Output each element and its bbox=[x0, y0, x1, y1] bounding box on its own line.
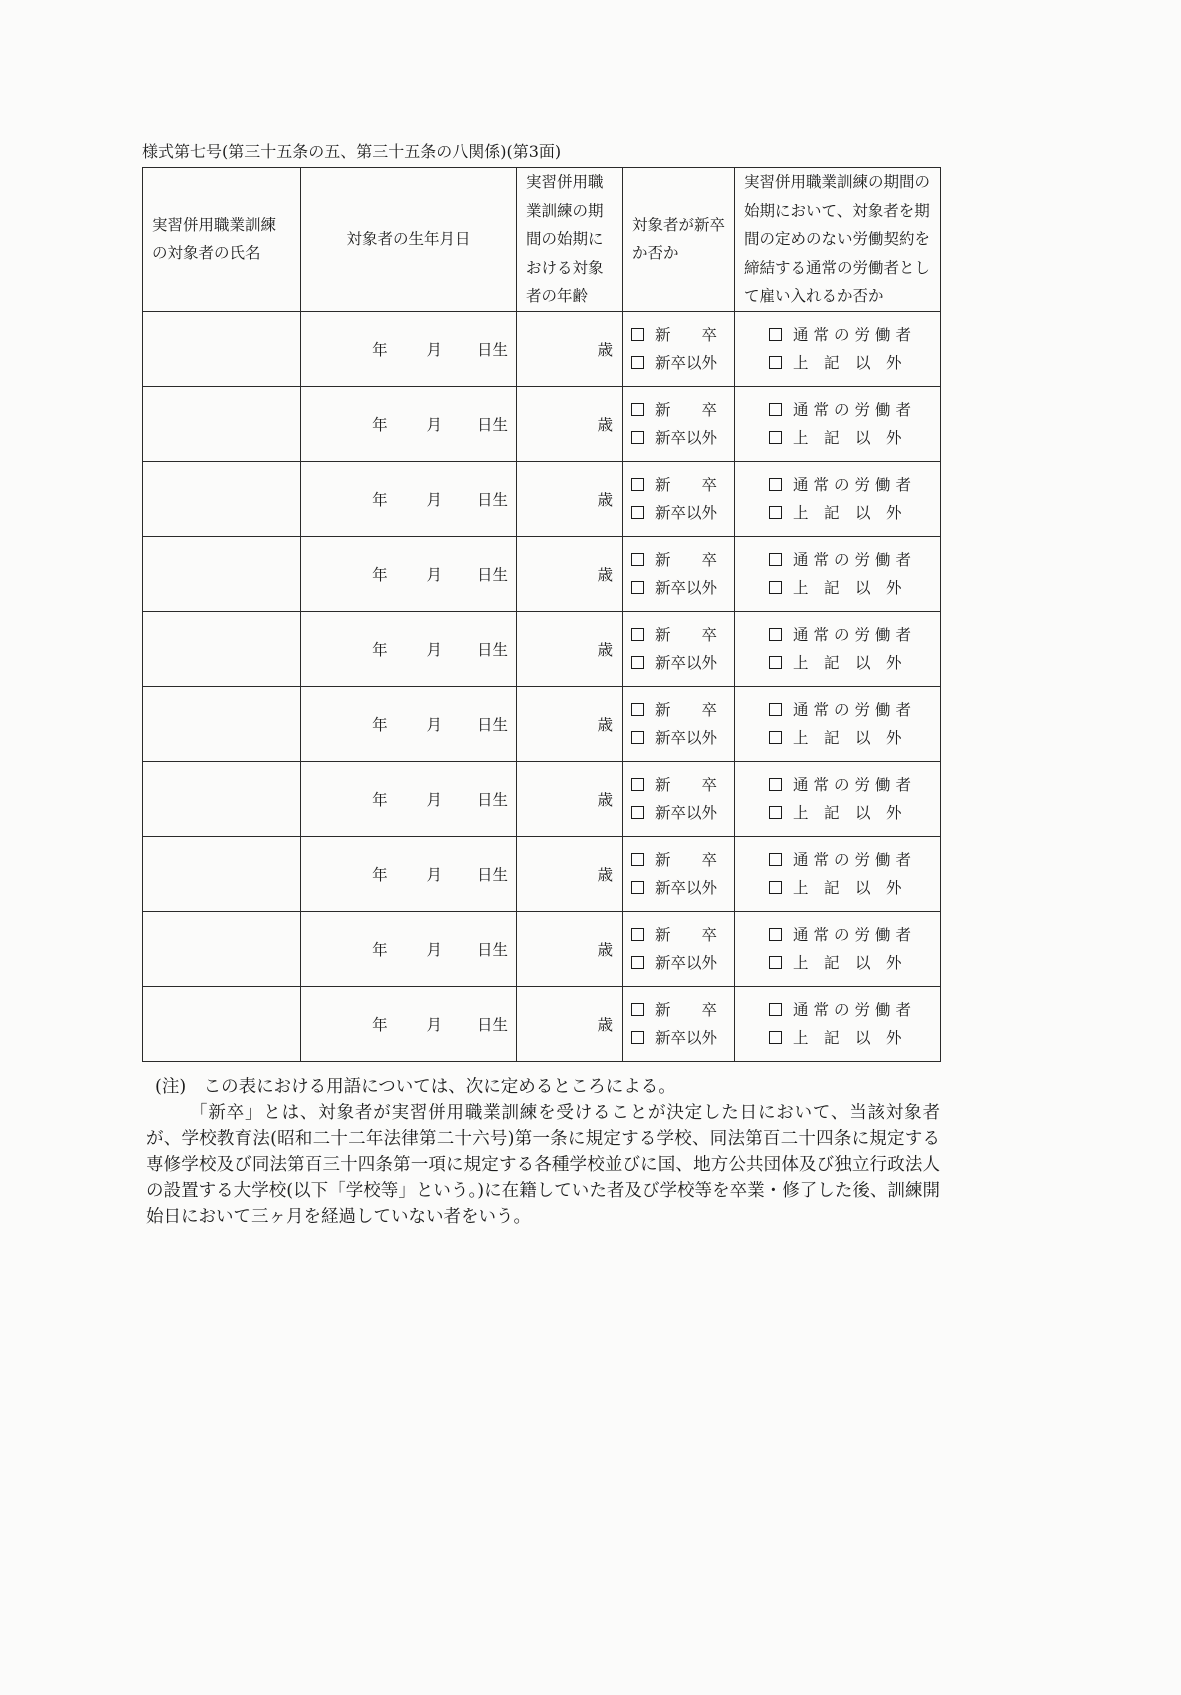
newgrad-option-label: 新 卒 bbox=[655, 475, 718, 494]
checkbox-icon[interactable] bbox=[631, 328, 644, 341]
training-table bbox=[142, 167, 941, 1062]
trainee-name-cell[interactable] bbox=[143, 386, 301, 461]
year-label: 年 bbox=[372, 340, 388, 359]
year-label: 年 bbox=[372, 715, 388, 734]
non-newgrad-option-label: 新卒以外 bbox=[655, 653, 718, 672]
newgrad-option[interactable] bbox=[631, 996, 734, 1024]
other-than-above-option[interactable] bbox=[769, 724, 940, 752]
table-row bbox=[143, 836, 941, 911]
non-newgrad-option-label: 新卒以外 bbox=[655, 953, 718, 972]
hire-type-cell bbox=[735, 611, 941, 686]
newgrad-cell bbox=[623, 761, 735, 836]
checkbox-icon[interactable] bbox=[769, 1003, 782, 1016]
newgrad-option-label: 新 卒 bbox=[655, 550, 718, 569]
hire-type-cell bbox=[735, 986, 941, 1061]
checkbox-icon[interactable] bbox=[631, 1031, 644, 1044]
birthdate-cell[interactable] bbox=[301, 986, 517, 1061]
header-newgrad-or-not: 対象者が新卒か否か bbox=[623, 168, 735, 312]
regular-worker-option-label: 通常の労働者 bbox=[793, 775, 917, 794]
birthdate-cell[interactable] bbox=[301, 311, 517, 386]
header-trainee-name: 実習併用職業訓練の対象者の氏名 bbox=[143, 168, 301, 312]
checkbox-icon[interactable] bbox=[631, 506, 644, 519]
day-born-label: 日生 bbox=[476, 940, 508, 959]
regular-worker-option-label: 通常の労働者 bbox=[793, 550, 917, 569]
month-label: 月 bbox=[426, 865, 443, 884]
year-label: 年 bbox=[372, 940, 388, 959]
non-newgrad-option-label: 新卒以外 bbox=[655, 728, 718, 747]
checkbox-icon[interactable] bbox=[631, 403, 644, 416]
birthdate-cell[interactable] bbox=[301, 761, 517, 836]
newgrad-option-label: 新 卒 bbox=[655, 400, 718, 419]
other-than-above-option[interactable] bbox=[769, 349, 940, 377]
table-row bbox=[143, 761, 941, 836]
newgrad-cell bbox=[623, 911, 735, 986]
checkbox-icon[interactable] bbox=[769, 656, 782, 669]
month-label: 月 bbox=[426, 490, 443, 509]
newgrad-option[interactable] bbox=[631, 471, 734, 499]
newgrad-cell bbox=[623, 836, 735, 911]
table-row bbox=[143, 911, 941, 986]
checkbox-icon[interactable] bbox=[769, 328, 782, 341]
table-row bbox=[143, 386, 941, 461]
other-than-above-option-label: 上 記 以 外 bbox=[793, 503, 902, 522]
trainee-name-cell[interactable] bbox=[143, 686, 301, 761]
newgrad-cell bbox=[623, 386, 735, 461]
age-unit-label: 歳 bbox=[597, 790, 613, 809]
hire-type-cell bbox=[735, 386, 941, 461]
regular-worker-option-label: 通常の労働者 bbox=[793, 700, 917, 719]
hire-type-cell bbox=[735, 761, 941, 836]
trainee-name-cell[interactable] bbox=[143, 536, 301, 611]
newgrad-cell bbox=[623, 986, 735, 1061]
table-row bbox=[143, 536, 941, 611]
header-row bbox=[143, 168, 941, 312]
regular-worker-option[interactable] bbox=[769, 771, 940, 799]
hire-type-cell bbox=[735, 536, 941, 611]
non-newgrad-option[interactable] bbox=[631, 799, 734, 827]
checkbox-icon[interactable] bbox=[631, 731, 644, 744]
newgrad-option-label: 新 卒 bbox=[655, 325, 718, 344]
checkbox-icon[interactable] bbox=[769, 431, 782, 444]
table-row bbox=[143, 461, 941, 536]
trainee-name-cell[interactable] bbox=[143, 911, 301, 986]
birthdate-cell[interactable] bbox=[301, 536, 517, 611]
age-cell[interactable] bbox=[517, 536, 623, 611]
checkbox-icon[interactable] bbox=[631, 881, 644, 894]
checkbox-icon[interactable] bbox=[769, 581, 782, 594]
checkbox-icon[interactable] bbox=[769, 731, 782, 744]
other-than-above-option-label: 上 記 以 外 bbox=[793, 353, 902, 372]
non-newgrad-option-label: 新卒以外 bbox=[655, 428, 718, 447]
checkbox-icon[interactable] bbox=[769, 881, 782, 894]
other-than-above-option[interactable] bbox=[769, 874, 940, 902]
birthdate-cell[interactable] bbox=[301, 911, 517, 986]
checkbox-icon[interactable] bbox=[631, 778, 644, 791]
birthdate-cell[interactable] bbox=[301, 686, 517, 761]
checkbox-icon[interactable] bbox=[631, 703, 644, 716]
month-label: 月 bbox=[426, 640, 443, 659]
age-cell[interactable] bbox=[517, 761, 623, 836]
age-cell[interactable] bbox=[517, 986, 623, 1061]
regular-worker-option[interactable] bbox=[769, 696, 940, 724]
newgrad-option-label: 新 卒 bbox=[655, 1000, 718, 1019]
age-cell[interactable] bbox=[517, 911, 623, 986]
other-than-above-option-label: 上 記 以 外 bbox=[793, 653, 902, 672]
non-newgrad-option-label: 新卒以外 bbox=[655, 803, 718, 822]
month-label: 月 bbox=[426, 1015, 443, 1034]
checkbox-icon[interactable] bbox=[631, 553, 644, 566]
header-age-at-start: 実習併用職業訓練の期間の始期における対象者の年齢 bbox=[517, 168, 623, 312]
day-born-label: 日生 bbox=[476, 1015, 508, 1034]
newgrad-option[interactable] bbox=[631, 771, 734, 799]
header-birthdate: 対象者の生年月日 bbox=[301, 168, 517, 312]
non-newgrad-option[interactable] bbox=[631, 649, 734, 677]
other-than-above-option[interactable] bbox=[769, 1024, 940, 1052]
regular-worker-option[interactable] bbox=[769, 471, 940, 499]
year-label: 年 bbox=[372, 1015, 388, 1034]
non-newgrad-option[interactable] bbox=[631, 574, 734, 602]
birthdate-cell[interactable] bbox=[301, 836, 517, 911]
age-unit-label: 歳 bbox=[597, 490, 613, 509]
other-than-above-option[interactable] bbox=[769, 499, 940, 527]
regular-worker-option[interactable] bbox=[769, 846, 940, 874]
birthdate-cell[interactable] bbox=[301, 461, 517, 536]
checkbox-icon[interactable] bbox=[631, 431, 644, 444]
table-row bbox=[143, 986, 941, 1061]
age-cell[interactable] bbox=[517, 311, 623, 386]
month-label: 月 bbox=[426, 415, 443, 434]
checkbox-icon[interactable] bbox=[631, 656, 644, 669]
day-born-label: 日生 bbox=[476, 865, 508, 884]
regular-worker-option[interactable] bbox=[769, 546, 940, 574]
newgrad-option[interactable] bbox=[631, 846, 734, 874]
regular-worker-option[interactable] bbox=[769, 921, 940, 949]
trainee-name-cell[interactable] bbox=[143, 311, 301, 386]
table-row bbox=[143, 311, 941, 386]
other-than-above-option-label: 上 記 以 外 bbox=[793, 953, 902, 972]
checkbox-icon[interactable] bbox=[769, 956, 782, 969]
checkbox-icon[interactable] bbox=[631, 356, 644, 369]
day-born-label: 日生 bbox=[476, 415, 508, 434]
age-unit-label: 歳 bbox=[597, 865, 613, 884]
other-than-above-option[interactable] bbox=[769, 574, 940, 602]
age-unit-label: 歳 bbox=[597, 565, 613, 584]
age-cell[interactable] bbox=[517, 836, 623, 911]
checkbox-icon[interactable] bbox=[769, 478, 782, 491]
non-newgrad-option-label: 新卒以外 bbox=[655, 503, 718, 522]
newgrad-option-label: 新 卒 bbox=[655, 850, 718, 869]
checkbox-icon[interactable] bbox=[631, 928, 644, 941]
year-label: 年 bbox=[372, 490, 388, 509]
age-unit-label: 歳 bbox=[597, 340, 613, 359]
newgrad-cell bbox=[623, 536, 735, 611]
checkbox-icon[interactable] bbox=[769, 703, 782, 716]
newgrad-option[interactable] bbox=[631, 621, 734, 649]
checkbox-icon[interactable] bbox=[769, 853, 782, 866]
non-newgrad-option[interactable] bbox=[631, 724, 734, 752]
age-unit-label: 歳 bbox=[597, 715, 613, 734]
trainee-name-cell[interactable] bbox=[143, 761, 301, 836]
non-newgrad-option[interactable] bbox=[631, 1024, 734, 1052]
regular-worker-option[interactable] bbox=[769, 396, 940, 424]
regular-worker-option-label: 通常の労働者 bbox=[793, 325, 917, 344]
checkbox-icon[interactable] bbox=[769, 1031, 782, 1044]
year-label: 年 bbox=[372, 790, 388, 809]
other-than-above-option-label: 上 記 以 外 bbox=[793, 1028, 902, 1047]
day-born-label: 日生 bbox=[476, 790, 508, 809]
hire-type-cell bbox=[735, 911, 941, 986]
hire-type-cell bbox=[735, 461, 941, 536]
note-paragraph: 「新卒」とは、対象者が実習併用職業訓練を受けることが決定した日において、当該対象者が、学校教育法(昭和二十二年法律第二十六号)第一条に規定する学校、同法第百二十四条に規定する専修学校及び同法第百三十四条第一項に規定する各種学校並びに国、地方公共団体及び独立行政法人の設置する大学校(以下「学校等」という。)に在籍していた者及び学校等を卒業・修了した後、訓練開始日において三ヶ月を経過していない者をいう。 bbox=[146, 1102, 940, 1227]
newgrad-cell bbox=[623, 686, 735, 761]
non-newgrad-option[interactable] bbox=[631, 424, 734, 452]
checkbox-icon[interactable] bbox=[769, 553, 782, 566]
hire-type-cell bbox=[735, 311, 941, 386]
age-cell[interactable] bbox=[517, 686, 623, 761]
non-newgrad-option[interactable] bbox=[631, 499, 734, 527]
age-unit-label: 歳 bbox=[597, 940, 613, 959]
newgrad-option-label: 新 卒 bbox=[655, 775, 718, 794]
trainee-name-cell[interactable] bbox=[143, 986, 301, 1061]
hire-type-cell bbox=[735, 836, 941, 911]
table-row bbox=[143, 611, 941, 686]
regular-worker-option[interactable] bbox=[769, 996, 940, 1024]
year-label: 年 bbox=[372, 565, 388, 584]
checkbox-icon[interactable] bbox=[631, 853, 644, 866]
newgrad-option[interactable] bbox=[631, 396, 734, 424]
notes-section bbox=[142, 1074, 940, 1230]
non-newgrad-option[interactable] bbox=[631, 949, 734, 977]
trainee-name-cell[interactable] bbox=[143, 836, 301, 911]
month-label: 月 bbox=[426, 340, 443, 359]
other-than-above-option-label: 上 記 以 外 bbox=[793, 803, 902, 822]
checkbox-icon[interactable] bbox=[631, 1003, 644, 1016]
checkbox-icon[interactable] bbox=[631, 956, 644, 969]
checkbox-icon[interactable] bbox=[631, 478, 644, 491]
newgrad-option-label: 新 卒 bbox=[655, 700, 718, 719]
month-label: 月 bbox=[426, 940, 443, 959]
year-label: 年 bbox=[372, 415, 388, 434]
checkbox-icon[interactable] bbox=[769, 506, 782, 519]
age-unit-label: 歳 bbox=[597, 1015, 613, 1034]
non-newgrad-option[interactable] bbox=[631, 349, 734, 377]
header-hire-as-regular-worker: 実習併用職業訓練の期間の始期において、対象者を期間の定めのない労働契約を締結する通常の労働者として雇い入れるか否か bbox=[735, 168, 941, 312]
age-cell[interactable] bbox=[517, 611, 623, 686]
regular-worker-option-label: 通常の労働者 bbox=[793, 1000, 917, 1019]
checkbox-icon[interactable] bbox=[769, 628, 782, 641]
day-born-label: 日生 bbox=[476, 340, 508, 359]
day-born-label: 日生 bbox=[476, 715, 508, 734]
other-than-above-option-label: 上 記 以 外 bbox=[793, 428, 902, 447]
non-newgrad-option-label: 新卒以外 bbox=[655, 878, 718, 897]
newgrad-option[interactable] bbox=[631, 696, 734, 724]
day-born-label: 日生 bbox=[476, 490, 508, 509]
other-than-above-option[interactable] bbox=[769, 949, 940, 977]
trainee-name-cell[interactable] bbox=[143, 611, 301, 686]
non-newgrad-option-label: 新卒以外 bbox=[655, 1028, 718, 1047]
table-row bbox=[143, 686, 941, 761]
newgrad-option[interactable] bbox=[631, 546, 734, 574]
regular-worker-option[interactable] bbox=[769, 321, 940, 349]
age-unit-label: 歳 bbox=[597, 640, 613, 659]
other-than-above-option-label: 上 記 以 外 bbox=[793, 878, 902, 897]
age-cell[interactable] bbox=[517, 461, 623, 536]
age-unit-label: 歳 bbox=[597, 415, 613, 434]
other-than-above-option[interactable] bbox=[769, 649, 940, 677]
newgrad-cell bbox=[623, 311, 735, 386]
day-born-label: 日生 bbox=[476, 640, 508, 659]
month-label: 月 bbox=[426, 715, 443, 734]
checkbox-icon[interactable] bbox=[769, 806, 782, 819]
checkbox-icon[interactable] bbox=[769, 778, 782, 791]
newgrad-option[interactable] bbox=[631, 921, 734, 949]
form-title: 様式第七号(第三十五条の五、第三十五条の八関係)(第3面) bbox=[142, 142, 562, 161]
other-than-above-option[interactable] bbox=[769, 799, 940, 827]
regular-worker-option-label: 通常の労働者 bbox=[793, 625, 917, 644]
non-newgrad-option-label: 新卒以外 bbox=[655, 578, 718, 597]
month-label: 月 bbox=[426, 565, 443, 584]
other-than-above-option[interactable] bbox=[769, 424, 940, 452]
checkbox-icon[interactable] bbox=[769, 403, 782, 416]
day-born-label: 日生 bbox=[476, 565, 508, 584]
trainee-name-cell[interactable] bbox=[143, 461, 301, 536]
regular-worker-option[interactable] bbox=[769, 621, 940, 649]
year-label: 年 bbox=[372, 865, 388, 884]
newgrad-option[interactable] bbox=[631, 321, 734, 349]
birthdate-cell[interactable] bbox=[301, 611, 517, 686]
checkbox-icon[interactable] bbox=[769, 356, 782, 369]
regular-worker-option-label: 通常の労働者 bbox=[793, 400, 917, 419]
checkbox-icon[interactable] bbox=[769, 928, 782, 941]
checkbox-icon[interactable] bbox=[631, 581, 644, 594]
checkbox-icon[interactable] bbox=[631, 628, 644, 641]
newgrad-option-label: 新 卒 bbox=[655, 625, 718, 644]
birthdate-cell[interactable] bbox=[301, 386, 517, 461]
note-heading: (注) この表における用語については、次に定めるところによる。 bbox=[155, 1076, 676, 1097]
other-than-above-option-label: 上 記 以 外 bbox=[793, 578, 902, 597]
non-newgrad-option[interactable] bbox=[631, 874, 734, 902]
newgrad-cell bbox=[623, 461, 735, 536]
year-label: 年 bbox=[372, 640, 388, 659]
newgrad-cell bbox=[623, 611, 735, 686]
non-newgrad-option-label: 新卒以外 bbox=[655, 353, 718, 372]
newgrad-option-label: 新 卒 bbox=[655, 925, 718, 944]
regular-worker-option-label: 通常の労働者 bbox=[793, 850, 917, 869]
regular-worker-option-label: 通常の労働者 bbox=[793, 475, 917, 494]
form-sheet bbox=[142, 141, 942, 1230]
checkbox-icon[interactable] bbox=[631, 806, 644, 819]
age-cell[interactable] bbox=[517, 386, 623, 461]
hire-type-cell bbox=[735, 686, 941, 761]
regular-worker-option-label: 通常の労働者 bbox=[793, 925, 917, 944]
month-label: 月 bbox=[426, 790, 443, 809]
other-than-above-option-label: 上 記 以 外 bbox=[793, 728, 902, 747]
